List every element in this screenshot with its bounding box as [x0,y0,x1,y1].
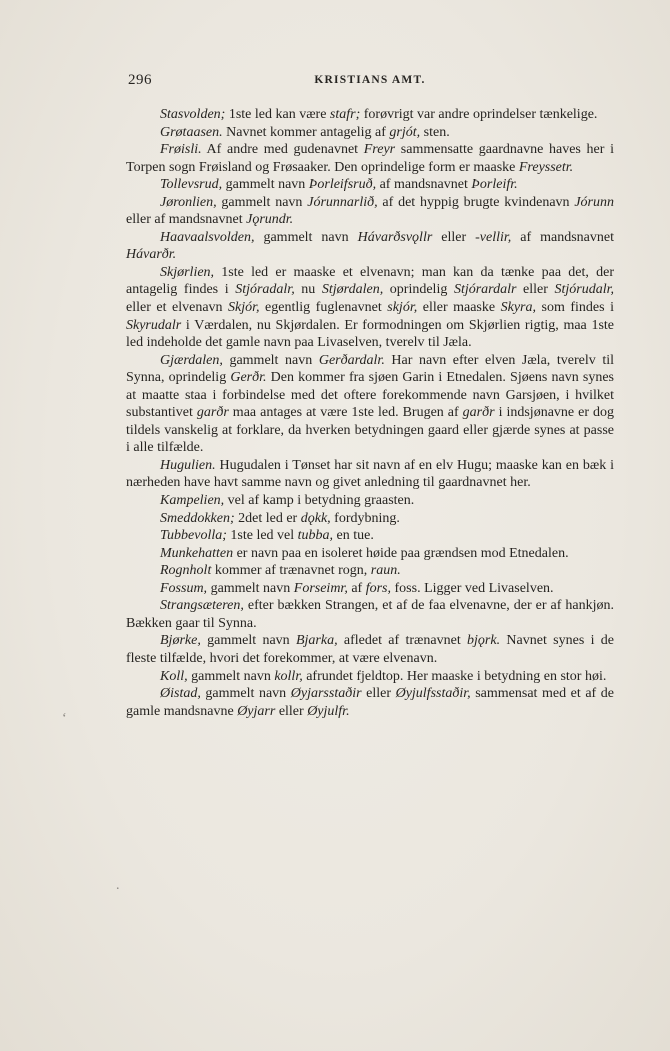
body-text: gammelt navn [216,194,308,210]
body-text: kommer af trænavnet rogn, [211,563,371,579]
body-text: Navnet kommer antagelig af [222,124,390,140]
body-text: sammensatte gaardnavne haves her i Torpen sogn Frøisland og Frøsaaker. Den oprindelige form er maaske [126,142,614,175]
body-text: 2det led er [234,510,301,526]
body-text: eller maaske [417,300,501,316]
body-text: afrundet fjeldtop. Her maaske i betydning en stor høi. [302,668,607,684]
italic-term: Skyrudalr [126,317,182,333]
body-text: en tue. [333,528,374,544]
entry-paragraph [126,632,614,667]
body-text: Har navn efter elven Jæla, tverelv til Synna, oprindelig [126,352,614,386]
body-text: sammensat med et af de gamle mandsnavne [126,686,615,719]
italic-term: tubba, [297,528,334,544]
italic-term: bjǫrk. [467,633,501,649]
body-text: Navnet synes i de fleste tilfælde, hvori det forekommer, at være elvenavn. [126,633,614,666]
italic-term: Jórunnarlið, [307,194,378,210]
body-text: forøvrigt var andre oprindelser tænkelige. [360,107,598,122]
body-text: af mandsnavnet [376,177,472,193]
entry-paragraph [126,176,614,194]
body-text: Den kommer fra sjøen Garin i Etnedalen. Sjøens navn synes at maatte staa i forbindelse med det oftere forekommende navn Garsjøen, i hvilket substantivet [126,370,614,421]
body-text: gammelt navn [254,229,358,245]
body-text: eller [361,686,396,702]
entry-paragraph [126,685,614,720]
italic-term: -vellir, [475,229,512,245]
body-text: gammelt navn [222,352,319,368]
entry-headword: Koll, [160,668,188,684]
entry-headword: Grøtaasen. [160,124,223,140]
italic-term: stafr; [329,107,361,122]
body-text: efter bækken Strangen, et af de faa elvenavne, der er af hankjøn. Bækken gaar til Synna. [126,598,614,631]
italic-term: garðr [462,405,495,421]
body-text: er navn paa en isoleret høide paa grændsen mod Etnedalen. [233,545,569,561]
entry-paragraph [126,194,614,229]
page-body [126,106,614,720]
body-text: nu [294,282,322,298]
italic-term: Øyjulfsstaðir, [395,686,471,702]
italic-term: Gerðr. [230,370,267,386]
italic-term: raun. [370,563,401,579]
entry-headword: Øistad, [160,686,201,702]
entry-paragraph [126,668,614,686]
italic-term: Stjórardalr [453,282,517,298]
entry-headword: Smeddokken; [160,510,235,526]
entry-paragraph [126,352,614,457]
body-text: eller [275,703,308,719]
body-text: egentlig fuglenavnet [259,300,388,316]
entry-headword: Haavaalsvolden, [160,229,255,245]
body-text: som findes i [536,300,614,316]
body-text: gammelt navn [200,686,291,702]
body-text: eller et elvenavn [126,300,229,316]
italic-term: Freyssetr. [518,159,574,175]
entry-paragraph [126,580,614,598]
italic-term: skjór, [387,300,418,316]
italic-term: Hávarðr. [126,247,177,263]
body-text: 1ste led er maaske et elvenavn; man kan da tænke paa det, der antagelig findes i [126,264,614,298]
entry-headword: Munkehatten [160,545,234,561]
entry-paragraph [126,562,614,580]
italic-term: Øyjulfr. [307,703,350,719]
entry-headword: Gjærdalen, [160,352,223,368]
entry-headword: Skjørlien, [160,264,215,280]
entry-paragraph [126,510,614,528]
body-text: gammelt navn [200,633,296,649]
italic-term: garðr [196,405,229,421]
italic-term: Stjóradalr, [235,282,295,298]
margin-mark: . [116,878,120,893]
entry-headword: Hugulien. [160,457,216,473]
italic-term: fors, [365,580,392,596]
entry-paragraph [126,545,614,563]
italic-term: Øyjarr [237,703,276,719]
entry-paragraph [126,264,614,352]
body-text: maa antages at være 1ste led. Brugen af [228,405,463,421]
entry-paragraph [126,229,614,264]
italic-term: Þorleifsruð, [308,177,377,193]
italic-term: Forseimr, [293,580,348,596]
body-text: gammelt navn [222,177,309,193]
entry-headword: Kampelien, [160,493,225,509]
entry-headword: Tubbevolla; [160,528,227,544]
body-text: gammelt navn [207,580,294,596]
italic-term: Skjór, [228,300,260,316]
italic-term: Jǫrundr. [246,212,294,228]
entry-paragraph [126,597,614,632]
entry-headword: Tollevsrud, [160,177,223,193]
entry-headword: Stasvolden; [160,107,226,122]
entry-paragraph [126,492,614,510]
body-text: af mandsnavnet [511,229,615,245]
body-text: fordybning. [330,510,400,526]
body-text: i indsjønavne er dog tildels vanskelig at forklare, da hverken betydningen gaard eller gjærde synes at passe i alle tilfælde. [126,405,615,456]
body-text: 1ste led kan være [225,107,330,122]
entry-paragraph [126,527,614,545]
italic-term: Bjarka, [295,633,338,649]
body-text: foss. Ligger ved Livaselven. [391,580,554,596]
body-text: af [347,580,366,596]
entry-paragraph [126,141,614,176]
italic-term: Stjørdalen, [321,282,384,298]
running-head: KRISTIANS AMT. [314,74,426,86]
body-text: eller [432,229,476,245]
italic-term: Jórunn [574,194,615,210]
page-number: 296 [128,72,152,88]
italic-term: Øyjarsstaðir [290,686,362,702]
entry-headword: Jøronlien, [160,194,217,210]
entry-paragraph [126,124,614,142]
body-text: gammelt navn [187,668,275,684]
entry-paragraph [126,457,614,492]
body-text: i Værdalen, nu Skjørdalen. Er formodningen om Skjørlien rigtig, maa 1ste led indeholde det gamle navn paa Livaselven, tverelv til Jæla. [126,317,614,351]
entry-headword: Strangsæteren, [160,598,244,614]
italic-term: kollr, [274,668,303,684]
italic-term: Hávarðsvǫllr [357,229,433,245]
entry-headword: Fossum, [160,580,208,596]
body-text: afledet af trænavnet [337,633,468,649]
italic-term: Gerðardalr. [318,352,385,368]
body-text: 1ste led vel [226,528,298,544]
body-text: af det hyppig brugte kvindenavn [377,194,575,210]
italic-term: Freyr [363,142,396,158]
italic-term: grjót, [389,124,421,140]
body-text: eller [516,282,555,298]
italic-term: Þorleifr. [471,177,518,193]
body-text: oprindelig [383,282,454,298]
entry-headword: Bjørke, [160,633,201,649]
italic-term: Stjórudalr, [554,282,615,298]
body-text: sten. [420,124,450,140]
margin-mark: ‘ [62,711,67,726]
body-text: Hugudalen i Tønset har sit navn af en elv Hugu; maaske kan en bæk i nærheden have havt samme navn og givet anledning til gaardnavnet her. [126,457,614,491]
entry-paragraph [126,106,614,124]
entry-headword: Rognholt [160,563,212,579]
entry-headword: Frøisli. [160,142,202,158]
body-text: eller af mandsnavnet [126,212,247,228]
body-text: vel af kamp i betydning graasten. [224,493,415,509]
italic-term: Skyra, [500,300,536,316]
page-header [126,72,614,92]
italic-term: dǫkk, [300,510,331,526]
body-text: Af andre med gudenavnet [201,142,364,158]
